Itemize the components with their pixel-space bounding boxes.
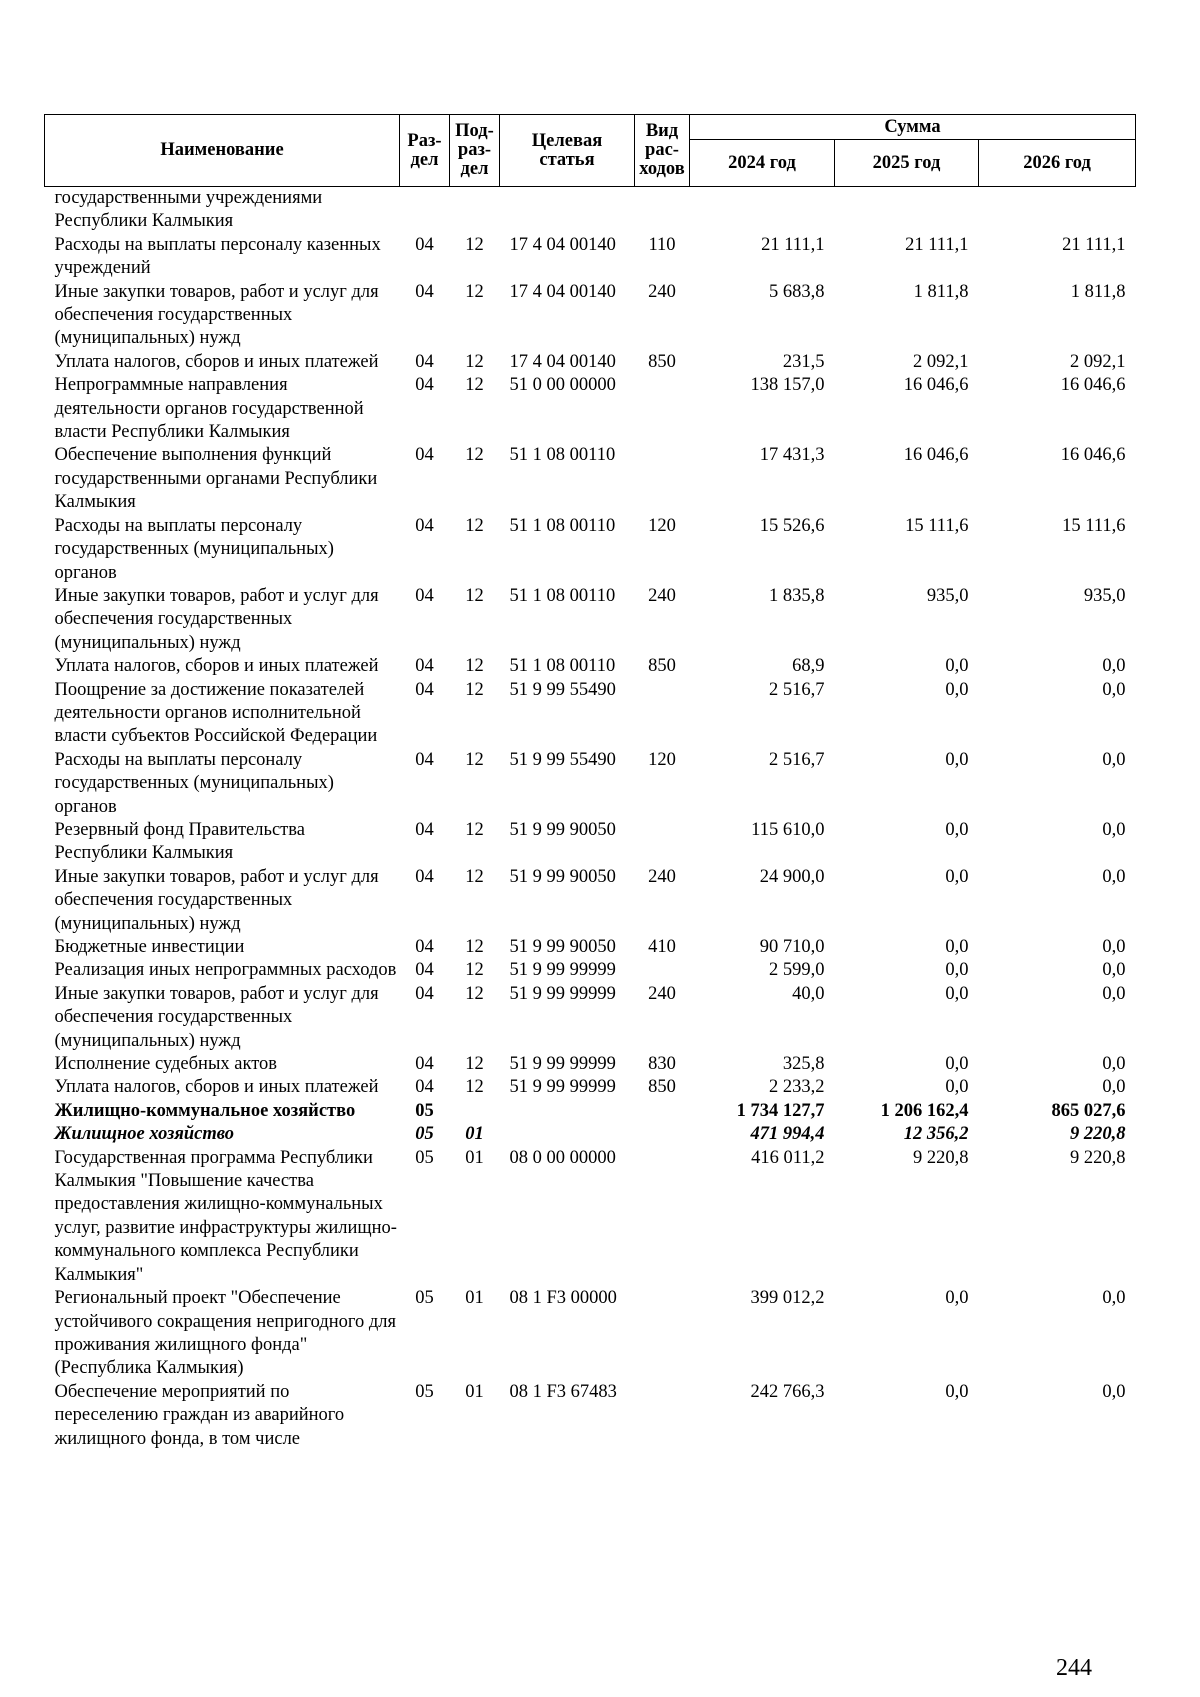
cell-name: Расходы на выплаты персоналу казенных учреждений [54, 234, 381, 279]
cell-article: 17 4 04 00140 [509, 234, 616, 255]
cell-article: 51 1 08 00110 [509, 656, 616, 677]
cell-article: 51 9 99 99999 [509, 1054, 616, 1075]
cell-subsection: 12 [465, 656, 484, 677]
cell-2024: 21 111,1 [761, 234, 825, 255]
table-row [45, 374, 1136, 444]
cell-subsection: 12 [465, 1054, 484, 1075]
cell-expense-type: 240 [648, 983, 676, 1004]
table-row [45, 1147, 1136, 1287]
header-sum: Сумма [690, 115, 1136, 140]
cell-2024: 17 431,3 [759, 445, 825, 466]
cell-article: 17 4 04 00140 [509, 351, 616, 372]
cell-2025: 2 092,1 [913, 351, 969, 372]
cell-subsection: 01 [465, 1288, 484, 1309]
cell-section: 04 [415, 679, 434, 700]
cell-2025: 16 046,6 [903, 445, 969, 466]
cell-expense-type: 240 [648, 866, 676, 887]
cell-2024 [690, 187, 835, 234]
cell-2024: 399 012,2 [750, 1288, 825, 1309]
cell-expense-type [635, 1381, 690, 1451]
cell-2026: 0,0 [1102, 960, 1126, 981]
cell-name: Резервный фонд Правительства Республики Калмыкия [54, 819, 305, 864]
cell-expense-type [635, 187, 690, 234]
table-row [45, 1100, 1136, 1123]
table-row [45, 1123, 1136, 1146]
cell-subsection [450, 1100, 500, 1123]
cell-expense-type: 120 [648, 515, 676, 536]
cell-expense-type: 850 [648, 1077, 676, 1098]
table-row [45, 936, 1136, 959]
cell-subsection: 12 [465, 281, 484, 302]
table-row [45, 444, 1136, 514]
cell-name: Исполнение судебных актов [54, 1054, 278, 1075]
cell-section: 04 [415, 983, 434, 1004]
cell-2025: 16 046,6 [903, 375, 969, 396]
cell-section: 04 [415, 819, 434, 840]
cell-2026: 1 811,8 [1070, 281, 1126, 302]
cell-2024: 242 766,3 [750, 1381, 825, 1402]
cell-2024: 2 599,0 [769, 960, 825, 981]
cell-section: 04 [415, 960, 434, 981]
cell-name: Региональный проект "Обеспечение устойчивого сокращения непригодного для проживания жилищного фонда" (Республика Калмыкия) [54, 1288, 397, 1379]
cell-name: Иные закупки товаров, работ и услуг для обеспечения государственных (муниципальных) нужд [54, 281, 379, 349]
cell-subsection: 01 [465, 1381, 484, 1402]
cell-section: 05 [415, 1381, 434, 1402]
cell-subsection: 12 [465, 960, 484, 981]
cell-2025: 0,0 [945, 1381, 969, 1402]
cell-subsection: 12 [465, 1077, 484, 1098]
table-row [45, 187, 1136, 234]
cell-2024: 115 610,0 [751, 819, 825, 840]
cell-article: 51 9 99 90050 [509, 866, 616, 887]
cell-article: 51 9 99 99999 [509, 983, 616, 1004]
cell-section: 05 [415, 1100, 434, 1121]
cell-2026: 0,0 [1102, 1054, 1126, 1075]
cell-section: 04 [415, 1054, 434, 1075]
cell-subsection: 12 [465, 679, 484, 700]
cell-section: 04 [415, 656, 434, 677]
cell-subsection: 12 [465, 351, 484, 372]
cell-2024: 90 710,0 [759, 937, 825, 957]
cell-name: Уплата налогов, сборов и иных платежей [54, 351, 379, 372]
cell-name: Иные закупки товаров, работ и услуг для обеспечения государственных (муниципальных) нужд [54, 866, 379, 934]
cell-2025: 12 356,2 [903, 1124, 969, 1145]
cell-name: Иные закупки товаров, работ и услуг для обеспечения государственных (муниципальных) нужд [54, 585, 379, 653]
cell-2026: 0,0 [1102, 749, 1126, 770]
header-year-2026: 2026 год [979, 140, 1136, 187]
cell-subsection: 12 [465, 445, 484, 466]
table-row [45, 655, 1136, 678]
cell-2026: 0,0 [1102, 819, 1126, 840]
cell-2025: 0,0 [945, 937, 969, 957]
header-subsection: Под- раз- дел [450, 115, 500, 187]
cell-expense-type: 110 [648, 234, 676, 255]
budget-table [44, 114, 1136, 1451]
cell-2025: 0,0 [945, 983, 969, 1004]
cell-2024: 15 526,6 [759, 515, 825, 536]
cell-article: 51 9 99 99999 [509, 1077, 616, 1098]
cell-subsection: 12 [465, 866, 484, 887]
cell-2024: 1 734 127,7 [736, 1100, 825, 1121]
cell-article: 51 1 08 00110 [509, 445, 616, 466]
cell-2026 [979, 187, 1136, 234]
cell-2026: 21 111,1 [1062, 234, 1126, 255]
cell-subsection: 12 [465, 983, 484, 1004]
cell-subsection: 12 [465, 937, 484, 957]
cell-2026: 0,0 [1102, 1288, 1126, 1309]
cell-article: 51 1 08 00110 [509, 585, 616, 606]
table-body [45, 187, 1136, 1451]
cell-name: Иные закупки товаров, работ и услуг для обеспечения государственных (муниципальных) нужд [54, 983, 379, 1051]
table-row [45, 819, 1136, 866]
table-row [45, 281, 1136, 351]
cell-2025: 0,0 [945, 819, 969, 840]
cell-article: 17 4 04 00140 [509, 281, 616, 302]
cell-expense-type [635, 819, 690, 866]
cell-2026: 0,0 [1102, 866, 1126, 887]
cell-section: 05 [415, 1288, 434, 1309]
cell-subsection: 12 [465, 375, 484, 396]
cell-2026: 2 092,1 [1070, 351, 1126, 372]
cell-name: Государственная программа Республики Калмыкия "Повышение качества предоставления жилищно-коммунальных услуг, развитие инфраструктуры жилищно-коммунального комплекса Республики Калмыкия" [54, 1147, 397, 1285]
cell-2024: 2 516,7 [769, 749, 825, 770]
cell-expense-type [635, 1123, 690, 1146]
cell-name: Расходы на выплаты персоналу государственных (муниципальных) органов [54, 749, 334, 817]
cell-article: 51 9 99 90050 [509, 937, 616, 957]
cell-2026: 0,0 [1102, 656, 1126, 677]
table-row [45, 234, 1136, 281]
cell-section: 04 [415, 281, 434, 302]
cell-name: Обеспечение мероприятий по переселению граждан из аварийного жилищного фонда, в том числе [54, 1381, 345, 1449]
cell-section: 04 [415, 585, 434, 606]
cell-2024: 416 011,2 [751, 1147, 825, 1168]
cell-expense-type [635, 1147, 690, 1287]
header-year-2024: 2024 год [690, 140, 835, 187]
table-row [45, 1076, 1136, 1099]
cell-section: 04 [415, 351, 434, 372]
cell-subsection: 12 [465, 234, 484, 255]
cell-section: 04 [415, 515, 434, 536]
cell-subsection: 12 [465, 515, 484, 536]
cell-section: 04 [415, 445, 434, 466]
cell-section: 04 [415, 1077, 434, 1098]
cell-subsection: 01 [465, 1124, 484, 1145]
cell-2026: 0,0 [1102, 679, 1126, 700]
cell-article: 51 9 99 55490 [509, 679, 616, 700]
cell-subsection: 12 [465, 819, 484, 840]
cell-2024: 2 516,7 [769, 679, 825, 700]
table-row [45, 1287, 1136, 1381]
cell-name: государственными учреждениями Республики Калмыкия [54, 188, 323, 232]
cell-article: 08 0 00 00000 [509, 1147, 616, 1168]
cell-expense-type: 830 [648, 1054, 676, 1075]
cell-2025: 1 206 162,4 [880, 1100, 969, 1121]
cell-2025: 0,0 [945, 960, 969, 981]
cell-expense-type: 240 [648, 585, 676, 606]
cell-2024: 24 900,0 [759, 866, 825, 887]
cell-article: 51 9 99 90050 [509, 819, 616, 840]
cell-2025: 0,0 [945, 1288, 969, 1309]
cell-2024: 325,8 [782, 1054, 825, 1075]
cell-2024: 231,5 [782, 351, 825, 372]
cell-expense-type [635, 444, 690, 514]
table-row [45, 959, 1136, 982]
cell-name: Бюджетные инвестиции [54, 937, 245, 957]
table-row [45, 1053, 1136, 1076]
cell-expense-type [635, 1287, 690, 1381]
cell-name: Уплата налогов, сборов и иных платежей [54, 656, 379, 677]
cell-name: Расходы на выплаты персоналу государственных (муниципальных) органов [54, 515, 334, 583]
cell-2024: 471 994,4 [750, 1124, 825, 1145]
cell-name: Непрограммные направления деятельности органов государственной власти Республики Калмыкия [54, 375, 364, 443]
cell-name: Уплата налогов, сборов и иных платежей [54, 1077, 379, 1098]
cell-section [400, 187, 450, 234]
cell-2024: 138 157,0 [750, 375, 825, 396]
cell-article: 51 0 00 00000 [509, 375, 616, 396]
cell-2025: 0,0 [945, 749, 969, 770]
cell-section: 05 [415, 1124, 434, 1145]
cell-2026: 0,0 [1102, 1077, 1126, 1098]
table-row [45, 866, 1136, 936]
cell-expense-type [635, 959, 690, 982]
header-year-2025: 2025 год [835, 140, 979, 187]
cell-subsection [450, 187, 500, 234]
page-number: 244 [1056, 1655, 1092, 1681]
table-row [45, 515, 1136, 585]
cell-article: 08 1 F3 67483 [509, 1381, 617, 1402]
cell-2024: 68,9 [792, 656, 825, 677]
table-row [45, 351, 1136, 374]
cell-expense-type [635, 679, 690, 749]
cell-2026: 9 220,8 [1070, 1147, 1126, 1168]
cell-expense-type [635, 374, 690, 444]
cell-2026: 865 027,6 [1051, 1100, 1126, 1121]
cell-2024: 2 233,2 [769, 1077, 825, 1098]
table-row [45, 1381, 1136, 1451]
cell-2025: 0,0 [945, 1054, 969, 1075]
cell-subsection: 01 [465, 1147, 484, 1168]
cell-2025: 0,0 [945, 866, 969, 887]
cell-2026: 9 220,8 [1070, 1124, 1126, 1145]
cell-article [500, 1100, 635, 1123]
cell-2025: 0,0 [945, 656, 969, 677]
cell-section: 04 [415, 234, 434, 255]
cell-2025: 9 220,8 [913, 1147, 969, 1168]
table-header [45, 115, 1136, 187]
cell-2026: 16 046,6 [1060, 375, 1126, 396]
table-row [45, 679, 1136, 749]
cell-article [500, 187, 635, 234]
cell-2025: 15 111,6 [905, 515, 969, 536]
cell-article: 51 9 99 99999 [509, 960, 616, 981]
table-row [45, 585, 1136, 655]
cell-name: Жилищно-коммунальное хозяйство [54, 1100, 356, 1121]
cell-2025: 0,0 [945, 679, 969, 700]
cell-2026: 15 111,6 [1062, 515, 1126, 536]
header-name: Наименование [45, 115, 400, 187]
header-expense-type: Вид рас- ходов [635, 115, 690, 187]
cell-article: 08 1 F3 00000 [509, 1288, 617, 1309]
header-article: Целевая статья [500, 115, 635, 187]
cell-expense-type: 410 [648, 937, 676, 957]
cell-2024: 40,0 [792, 983, 825, 1004]
cell-expense-type: 850 [648, 351, 676, 372]
cell-section: 04 [415, 375, 434, 396]
cell-2024: 1 835,8 [769, 585, 825, 606]
cell-expense-type: 850 [648, 656, 676, 677]
header-section: Раз- дел [400, 115, 450, 187]
cell-subsection: 12 [465, 585, 484, 606]
cell-name: Жилищное хозяйство [54, 1124, 235, 1145]
cell-2026: 935,0 [1083, 585, 1126, 606]
cell-2025: 21 111,1 [905, 234, 969, 255]
cell-name: Реализация иных непрограммных расходов [54, 960, 397, 981]
cell-2026: 0,0 [1102, 1381, 1126, 1402]
cell-name: Обеспечение выполнения функций государственными органами Республики Калмыкия [54, 445, 378, 513]
cell-expense-type: 240 [648, 281, 676, 302]
cell-subsection: 12 [465, 749, 484, 770]
table-row [45, 749, 1136, 819]
cell-2025: 935,0 [926, 585, 969, 606]
cell-2025: 0,0 [945, 1077, 969, 1098]
cell-2024: 5 683,8 [769, 281, 825, 302]
cell-article [500, 1123, 635, 1146]
cell-expense-type: 120 [648, 749, 676, 770]
cell-2025 [835, 187, 979, 234]
cell-section: 04 [415, 749, 434, 770]
cell-2026: 0,0 [1102, 937, 1126, 957]
cell-section: 04 [415, 866, 434, 887]
cell-2026: 16 046,6 [1060, 445, 1126, 466]
cell-2025: 1 811,8 [913, 281, 969, 302]
cell-section: 04 [415, 937, 434, 957]
cell-expense-type [635, 1100, 690, 1123]
cell-name: Поощрение за достижение показателей деятельности органов исполнительной власти субъектов Российской Федерации [54, 679, 378, 747]
cell-2026: 0,0 [1102, 983, 1126, 1004]
cell-article: 51 9 99 55490 [509, 749, 616, 770]
table-row [45, 983, 1136, 1053]
cell-article: 51 1 08 00110 [509, 515, 616, 536]
cell-section: 05 [415, 1147, 434, 1168]
